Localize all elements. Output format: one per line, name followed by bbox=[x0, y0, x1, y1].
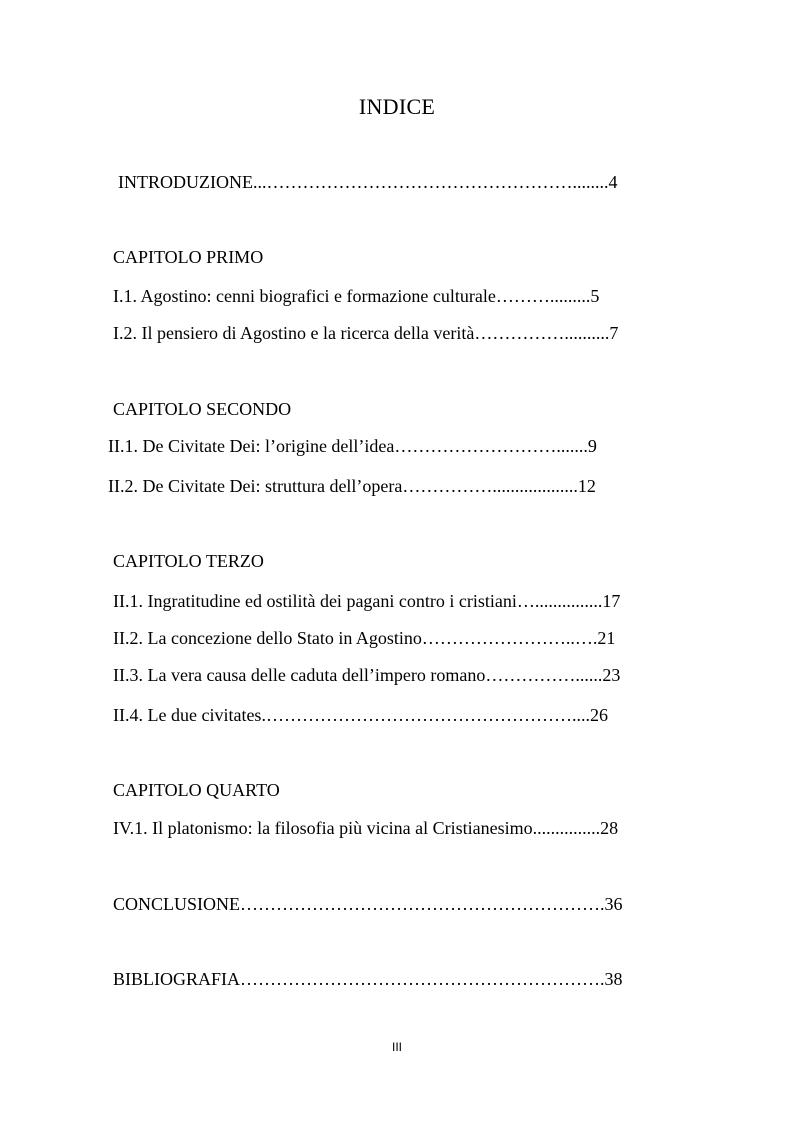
toc-entry: II.1. De Civitate Dei: l’origine dell’idea……………………….......9 bbox=[108, 436, 597, 456]
chapter-heading-2: CAPITOLO SECONDO bbox=[113, 399, 292, 419]
page-title: INDICE bbox=[358, 94, 436, 119]
chapter-heading-3: CAPITOLO TERZO bbox=[113, 551, 264, 571]
chapter-heading-4: CAPITOLO QUARTO bbox=[113, 780, 280, 800]
toc-entry: II.2. De Civitate Dei: struttura dell’opera……………...................12 bbox=[108, 476, 596, 496]
toc-entry: II.3. La vera causa delle caduta dell’impero romano……………......23 bbox=[113, 665, 621, 685]
page-number: III bbox=[391, 1040, 402, 1054]
toc-entry: II.2. La concezione dello Stato in Agostino……………………..….21 bbox=[113, 628, 616, 648]
toc-entry: I.1. Agostino: cenni biografici e formazione culturale……….........5 bbox=[113, 286, 600, 306]
toc-entry: IV.1. Il platonismo: la filosofia più vicina al Cristianesimo...............28 bbox=[113, 818, 619, 838]
toc-entry: II.4. Le due civitates.……………………………………………....26 bbox=[113, 705, 608, 725]
chapter-heading-1: CAPITOLO PRIMO bbox=[113, 247, 264, 267]
toc-entry-bibliography: BIBLIOGRAFIA…………………………………………………….38 bbox=[113, 969, 623, 989]
toc-entry-introduction: INTRODUZIONE...……………………………………………........4 bbox=[118, 172, 618, 192]
toc-entry-conclusion: CONCLUSIONE…………………………………………………….36 bbox=[113, 894, 623, 914]
toc-entry: I.2. Il pensiero di Agostino e la ricerca della verità……………..........7 bbox=[113, 323, 619, 343]
toc-entry: II.1. Ingratitudine ed ostilità dei pagani contro i cristiani…...............17 bbox=[113, 591, 621, 611]
